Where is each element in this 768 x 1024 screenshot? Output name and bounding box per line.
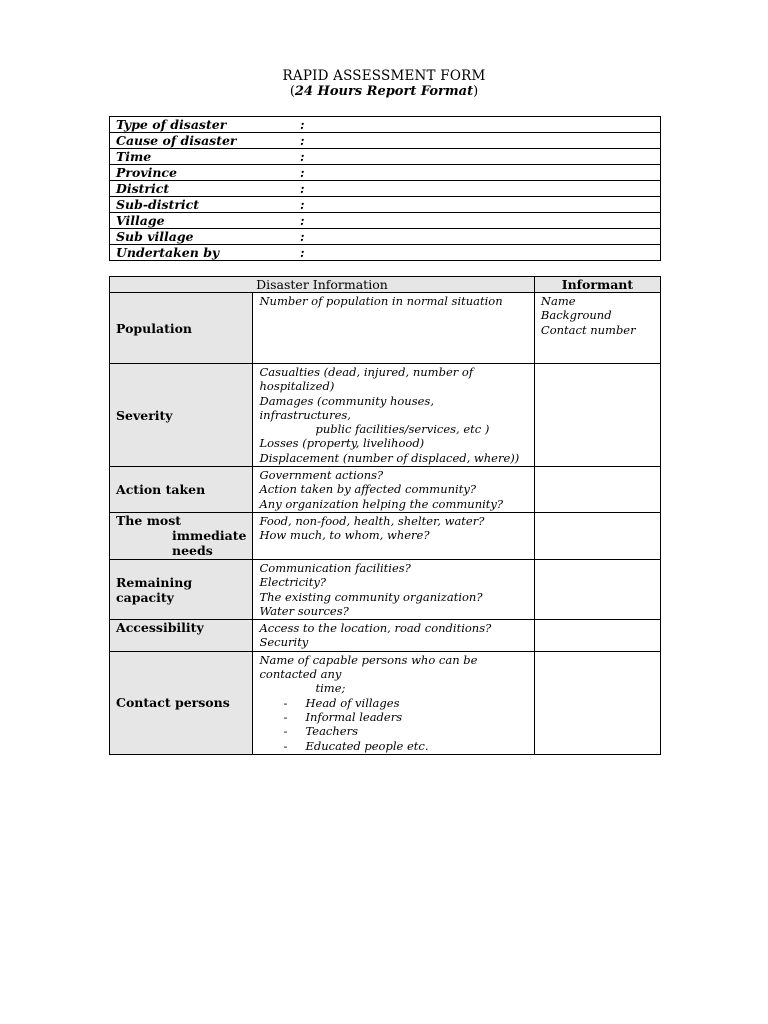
info-row — [110, 133, 661, 149]
detail-line: Communication facilities? — [259, 560, 411, 575]
info-cell[interactable] — [110, 245, 661, 261]
info-cell[interactable] — [110, 117, 661, 133]
category-population: Population — [110, 293, 253, 364]
list-item-text: Head of villages — [305, 695, 400, 710]
info-cell[interactable] — [110, 229, 661, 245]
info-colon: : — [300, 133, 305, 148]
detail-line: Access to the location, road conditions? — [259, 621, 492, 636]
category-line: The most — [116, 512, 182, 528]
category-action-taken: Action taken — [110, 467, 253, 513]
info-colon: : — [300, 245, 305, 260]
detail-line: Losses (property, livelihood) — [259, 436, 425, 451]
info-cell[interactable] — [110, 197, 661, 213]
informant-remaining-capacity[interactable] — [534, 559, 660, 619]
header-informant: Informant — [534, 277, 660, 293]
info-row — [110, 149, 661, 165]
category-severity: Severity — [110, 364, 253, 467]
detail-action-taken[interactable] — [253, 467, 534, 513]
detail-line: Food, non-food, health, shelter, water? — [259, 513, 485, 528]
info-cell[interactable] — [110, 181, 661, 197]
row-severity — [110, 364, 661, 467]
detail-line: How much, to whom, where? — [259, 528, 430, 543]
detail-line: time; — [315, 681, 346, 696]
subtitle-text: 24 Hours Report Format — [294, 84, 474, 99]
info-table — [109, 116, 661, 261]
subtitle-open-paren: ( — [289, 84, 295, 99]
list-item — [259, 710, 527, 724]
subtitle-close-paren: ) — [473, 84, 479, 99]
detail-line: Action taken by affected community? — [259, 482, 476, 497]
informant-contact-persons[interactable] — [534, 651, 660, 754]
informant-population[interactable] — [534, 293, 660, 364]
info-label: Village — [116, 213, 165, 228]
list-item-text: Informal leaders — [305, 709, 403, 724]
info-row — [110, 197, 661, 213]
info-colon: : — [300, 149, 305, 164]
info-colon: : — [300, 117, 305, 132]
row-accessibility — [110, 620, 661, 652]
list-item-text: Educated people etc. — [305, 738, 429, 753]
bullet-dash: - — [283, 724, 288, 739]
list-item-text: Teachers — [305, 724, 358, 739]
detail-line: Casualties (dead, injured, number of hospitalized) — [259, 365, 474, 394]
form-title: RAPID ASSESSMENT FORM — [282, 68, 486, 84]
info-row — [110, 181, 661, 197]
header-disaster-information: Disaster Information — [110, 277, 535, 293]
info-colon: : — [300, 181, 305, 196]
bullet-dash: - — [283, 695, 288, 710]
info-row — [110, 213, 661, 229]
detail-line: Displacement (number of displaced, where)) — [259, 450, 520, 465]
category-line: needs — [172, 542, 213, 558]
informant-accessibility[interactable] — [534, 620, 660, 652]
informant-line: Contact number — [540, 322, 636, 337]
detail-line: Number of population in normal situation — [259, 294, 503, 308]
row-action-taken — [110, 467, 661, 513]
informant-line: Name — [540, 294, 576, 308]
info-cell[interactable] — [110, 213, 661, 229]
category-contact-persons: Contact persons — [110, 651, 253, 754]
info-colon: : — [300, 197, 305, 212]
detail-population[interactable] — [253, 293, 534, 364]
detail-contact-persons[interactable] — [253, 651, 534, 754]
info-colon: : — [300, 213, 305, 228]
info-row — [110, 117, 661, 133]
informant-line: Background — [540, 308, 612, 323]
info-label: Undertaken by — [116, 245, 220, 260]
informant-severity[interactable] — [534, 364, 660, 467]
detail-remaining-capacity[interactable] — [253, 559, 534, 619]
category-line: immediate — [172, 527, 247, 543]
list-item — [259, 739, 527, 753]
detail-line: Security — [259, 635, 309, 650]
row-population — [110, 293, 661, 364]
info-label: Sub village — [116, 229, 194, 244]
detail-immediate-needs[interactable] — [253, 512, 534, 559]
detail-line: Name of capable persons who can be contacted any — [259, 652, 478, 682]
info-cell[interactable] — [110, 149, 661, 165]
info-colon: : — [300, 229, 305, 244]
info-label: District — [116, 181, 170, 196]
info-colon: : — [300, 165, 305, 180]
row-remaining-capacity — [110, 559, 661, 619]
info-label: Sub-district — [116, 197, 200, 212]
informant-immediate-needs[interactable] — [534, 512, 660, 559]
detail-line: Government actions? — [259, 468, 384, 483]
info-label: Cause of disaster — [116, 133, 237, 148]
bullet-dash: - — [283, 709, 288, 724]
form-subtitle — [0, 84, 768, 99]
detail-accessibility[interactable] — [253, 620, 534, 652]
detail-line: Damages (community houses, infrastructures, — [259, 393, 434, 422]
info-label: Time — [116, 149, 152, 164]
info-cell[interactable] — [110, 133, 661, 149]
bullet-dash: - — [283, 738, 288, 753]
detail-line: Any organization helping the community? — [259, 496, 504, 511]
detail-line: The existing community organization? — [259, 589, 483, 604]
detail-severity[interactable] — [253, 364, 534, 467]
informant-action-taken[interactable] — [534, 467, 660, 513]
info-row — [110, 229, 661, 245]
category-accessibility: Accessibility — [110, 620, 253, 652]
info-row — [110, 165, 661, 181]
list-item — [259, 724, 527, 738]
info-row — [110, 245, 661, 261]
detail-line: Electricity? — [259, 575, 327, 590]
info-label: Type of disaster — [116, 117, 227, 132]
assessment-table — [109, 276, 661, 755]
list-item — [259, 696, 527, 710]
detail-line: public facilities/services, etc ) — [315, 422, 490, 437]
category-immediate-needs — [110, 512, 253, 559]
row-contact-persons — [110, 651, 661, 754]
info-cell[interactable] — [110, 165, 661, 181]
detail-line: Water sources? — [259, 603, 349, 618]
header-row — [110, 277, 661, 293]
row-immediate-needs — [110, 512, 661, 559]
info-label: Province — [116, 165, 177, 180]
category-remaining-capacity: Remaining capacity — [110, 559, 253, 619]
